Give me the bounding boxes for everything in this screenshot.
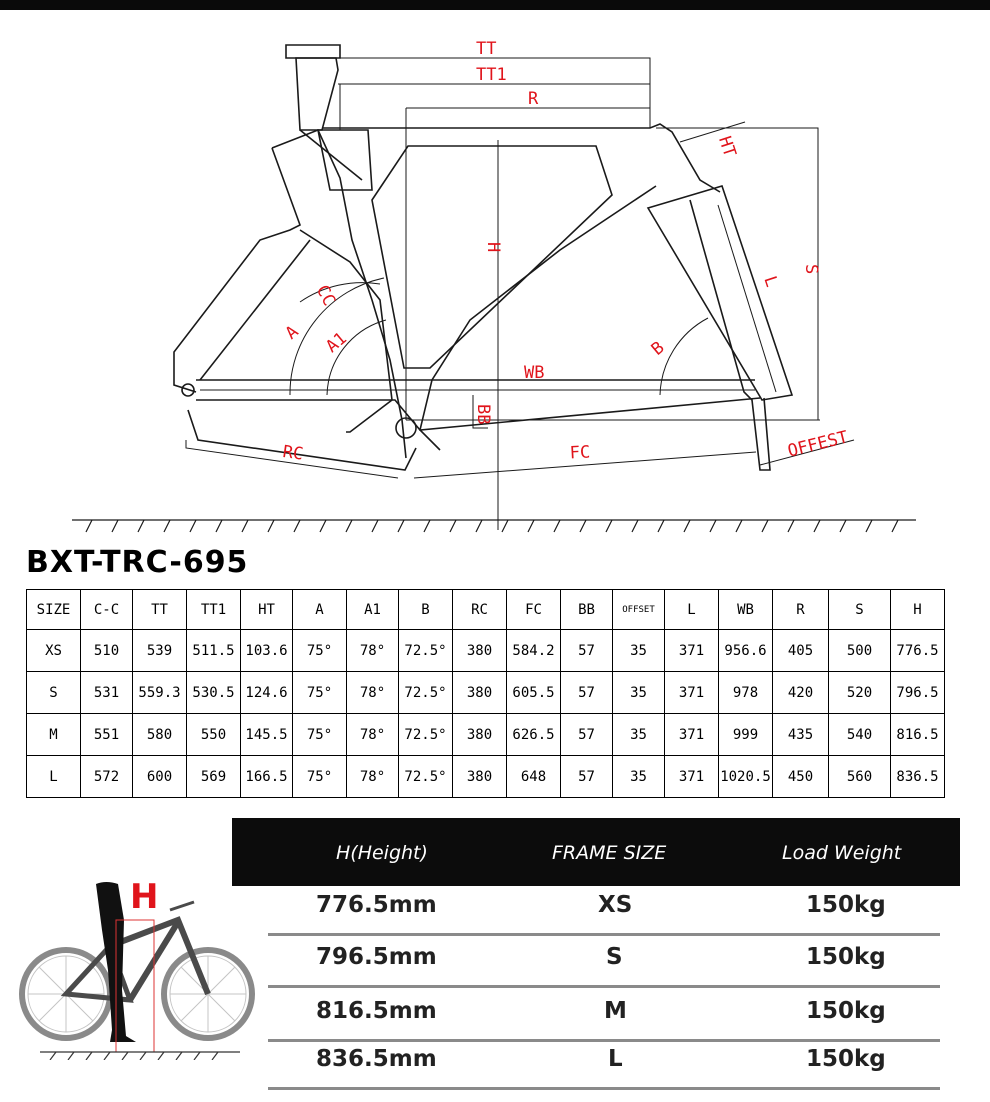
table-cell: 435	[773, 714, 829, 756]
row-height: 836.5mm	[316, 1046, 437, 1072]
label-bb: BB	[473, 404, 493, 425]
label-cc: CC	[311, 281, 340, 310]
row-height: 816.5mm	[316, 998, 437, 1024]
column-header-h: H	[891, 590, 945, 630]
table-row	[27, 630, 945, 672]
column-header-tt1: TT1	[187, 590, 241, 630]
table-cell: 371	[665, 756, 719, 798]
table-cell: 510	[81, 630, 133, 672]
column-header-a1: A1	[347, 590, 399, 630]
table-cell: 145.5	[241, 714, 293, 756]
label-offset: OFFEST	[785, 427, 851, 462]
table-cell: 371	[665, 714, 719, 756]
column-header-bb: BB	[561, 590, 613, 630]
label-ht: HT	[714, 133, 740, 160]
table-cell: 520	[829, 672, 891, 714]
table-cell: 75°	[293, 672, 347, 714]
frame-geometry-diagram	[0, 10, 990, 540]
table-cell: 550	[187, 714, 241, 756]
column-header-b: B	[399, 590, 453, 630]
table-cell: 580	[133, 714, 187, 756]
label-rc: RC	[281, 442, 305, 465]
row-load-weight: 150kg	[806, 998, 886, 1024]
table-cell: 78°	[347, 630, 399, 672]
row-divider	[268, 985, 940, 988]
table-cell: 511.5	[187, 630, 241, 672]
table-cell: 816.5	[891, 714, 945, 756]
label-r: R	[528, 89, 539, 109]
table-body	[27, 630, 945, 798]
table-cell: L	[27, 756, 81, 798]
table-cell: 380	[453, 756, 507, 798]
label-tt: TT	[476, 39, 497, 59]
label-a: A	[281, 321, 303, 344]
table-cell: 57	[561, 714, 613, 756]
row-divider	[268, 1039, 940, 1042]
row-divider	[268, 1087, 940, 1090]
table-cell: 57	[561, 630, 613, 672]
table-cell: 35	[613, 672, 665, 714]
table-cell: 75°	[293, 714, 347, 756]
row-frame-size: S	[606, 944, 623, 970]
table-cell: 540	[829, 714, 891, 756]
table-cell: 600	[133, 756, 187, 798]
table-row	[27, 714, 945, 756]
table-cell: 560	[829, 756, 891, 798]
table-cell: 35	[613, 714, 665, 756]
table-cell: 648	[507, 756, 561, 798]
row-height: 796.5mm	[316, 944, 437, 970]
column-header-fc: FC	[507, 590, 561, 630]
ground-line	[72, 520, 916, 532]
column-header-rc: RC	[453, 590, 507, 630]
size-guide-header	[232, 818, 960, 886]
table-cell: 584.2	[507, 630, 561, 672]
table-cell: 371	[665, 672, 719, 714]
row-height: 776.5mm	[316, 892, 437, 918]
table-cell: 956.6	[719, 630, 773, 672]
table-cell: 626.5	[507, 714, 561, 756]
column-header-a: A	[293, 590, 347, 630]
size-guide-row	[268, 944, 940, 988]
table-cell: 35	[613, 756, 665, 798]
label-l: L	[759, 273, 782, 290]
table-cell: 1020.5	[719, 756, 773, 798]
model-title: BXT-TRC-695	[26, 545, 249, 580]
rider-on-bike-illustration	[10, 870, 260, 1060]
table-cell: 72.5°	[399, 630, 453, 672]
geometry-table	[26, 589, 945, 798]
table-cell: 78°	[347, 672, 399, 714]
table-cell: 551	[81, 714, 133, 756]
table-cell: 380	[453, 672, 507, 714]
column-header-s: S	[829, 590, 891, 630]
table-cell: 57	[561, 672, 613, 714]
size-guide-row	[268, 998, 940, 1042]
table-cell: 371	[665, 630, 719, 672]
table-header-row	[27, 590, 945, 630]
table-cell: 500	[829, 630, 891, 672]
row-load-weight: 150kg	[806, 892, 886, 918]
table-cell: 999	[719, 714, 773, 756]
size-guide-row	[268, 1046, 940, 1090]
table-cell: 166.5	[241, 756, 293, 798]
table-cell: 572	[81, 756, 133, 798]
column-header-ht: HT	[241, 590, 293, 630]
table-cell: XS	[27, 630, 81, 672]
table-cell: 75°	[293, 756, 347, 798]
label-tt1: TT1	[476, 65, 507, 85]
table-cell: 380	[453, 630, 507, 672]
label-fc: FC	[569, 442, 591, 464]
inseam-label: H	[130, 877, 159, 917]
label-s: S	[801, 264, 821, 275]
column-header-wb: WB	[719, 590, 773, 630]
table-cell: 380	[453, 714, 507, 756]
label-b: B	[647, 337, 669, 360]
table-cell: 124.6	[241, 672, 293, 714]
header-frame-size: FRAME SIZE	[552, 842, 667, 864]
row-load-weight: 150kg	[806, 1046, 886, 1072]
label-a1: A1	[322, 328, 351, 357]
table-cell: S	[27, 672, 81, 714]
table-cell: 75°	[293, 630, 347, 672]
table-cell: 569	[187, 756, 241, 798]
figure-ground	[40, 1052, 240, 1060]
row-frame-size: L	[608, 1046, 623, 1072]
table-cell: 559.3	[133, 672, 187, 714]
header-height: H(Height)	[336, 842, 428, 864]
label-h: H	[483, 242, 503, 253]
size-guide-row	[268, 892, 940, 936]
table-cell: M	[27, 714, 81, 756]
column-header-size: SIZE	[27, 590, 81, 630]
column-header-c-c: C-C	[81, 590, 133, 630]
table-cell: 605.5	[507, 672, 561, 714]
table-cell: 57	[561, 756, 613, 798]
table-cell: 72.5°	[399, 714, 453, 756]
table-cell: 72.5°	[399, 672, 453, 714]
table-cell: 35	[613, 630, 665, 672]
label-wb: WB	[524, 363, 545, 383]
row-divider	[268, 933, 940, 936]
table-cell: 78°	[347, 756, 399, 798]
table-cell: 796.5	[891, 672, 945, 714]
table-cell: 531	[81, 672, 133, 714]
table-cell: 539	[133, 630, 187, 672]
row-frame-size: XS	[598, 892, 633, 918]
table-cell: 776.5	[891, 630, 945, 672]
table-cell: 420	[773, 672, 829, 714]
top-bar	[0, 0, 990, 10]
column-header-offset: OFFSET	[613, 590, 665, 630]
table-cell: 978	[719, 672, 773, 714]
column-header-tt: TT	[133, 590, 187, 630]
table-cell: 405	[773, 630, 829, 672]
table-cell: 78°	[347, 714, 399, 756]
table-row	[27, 672, 945, 714]
table-cell: 530.5	[187, 672, 241, 714]
column-header-r: R	[773, 590, 829, 630]
table-cell: 836.5	[891, 756, 945, 798]
table-cell: 450	[773, 756, 829, 798]
column-header-l: L	[665, 590, 719, 630]
table-row	[27, 756, 945, 798]
table-cell: 72.5°	[399, 756, 453, 798]
header-load-weight: Load Weight	[782, 842, 902, 864]
table-cell: 103.6	[241, 630, 293, 672]
row-load-weight: 150kg	[806, 944, 886, 970]
row-frame-size: M	[604, 998, 627, 1024]
